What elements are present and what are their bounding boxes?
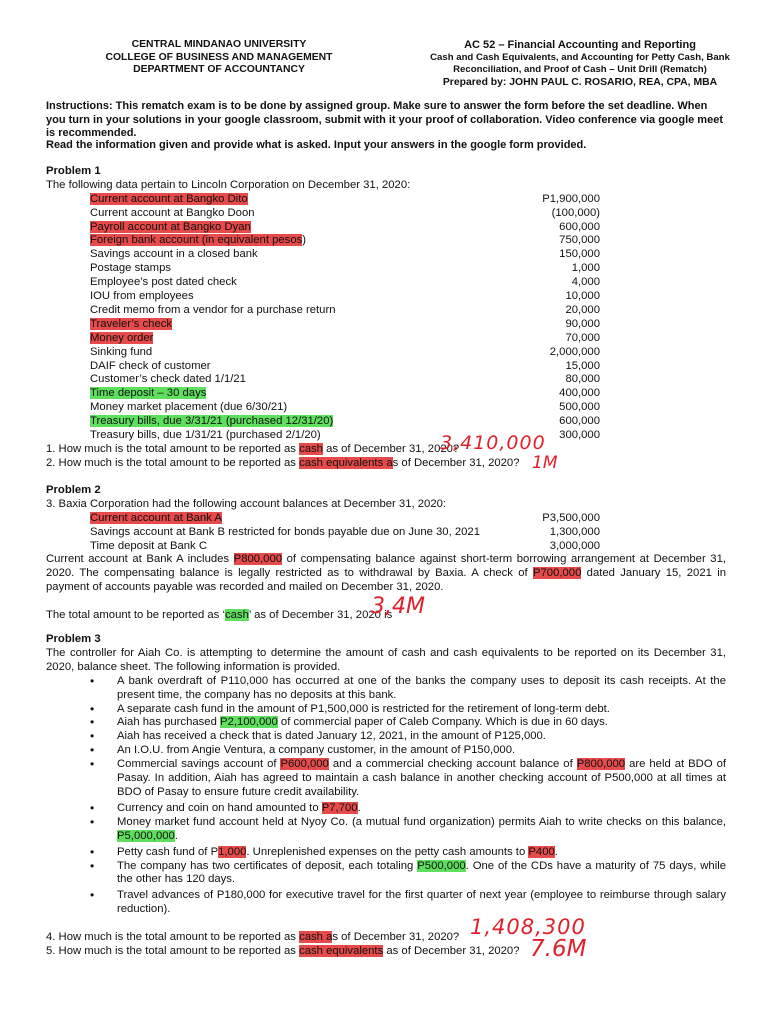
item-value: 1,000	[571, 262, 600, 275]
item-label: Postage stamps	[90, 262, 172, 275]
list-item	[90, 716, 726, 730]
item-value: 3,000,000	[549, 539, 600, 552]
question-text: 4. How much is the total amount to be reported as	[46, 931, 300, 944]
paragraph-highlight: P700,000	[532, 567, 582, 580]
item-value: 600,000	[559, 220, 600, 233]
problem-1-intro: The following data pertain to Lincoln Corporation on December 31, 2020:	[46, 178, 411, 191]
item-value: 90,000	[565, 317, 600, 330]
item-label: Employee’s post dated check	[90, 276, 237, 289]
list-item	[90, 744, 726, 758]
item-value: 750,000	[559, 234, 600, 247]
item-label: Traveler’s check	[90, 317, 173, 330]
list-item	[90, 860, 726, 888]
question-text: 1. How much is the total amount to be reported as	[46, 442, 300, 455]
list-item-text: Commercial savings account of	[117, 758, 281, 771]
list-item	[90, 846, 726, 860]
problem-2-paragraph	[46, 553, 726, 595]
paragraph-highlight: P800,000	[233, 553, 283, 566]
university-name: CENTRAL MINDANAO UNIVERSITY	[131, 39, 307, 50]
list-item-text: An I.O.U. from Angie Ventura, a company customer, in the amount of P150,000.	[117, 744, 516, 757]
handwritten-answer-2: 1M	[532, 452, 558, 473]
item-label: Credit memo from a vendor for a purchase return	[90, 303, 336, 316]
read-info: Read the information given and provide what is asked. Input your answers in the google form provided.	[46, 139, 587, 151]
problem-3	[46, 633, 727, 963]
item-value: 600,000	[559, 415, 600, 428]
item-value: 80,000	[565, 373, 600, 386]
list-item-highlight: P2,100,000	[220, 716, 278, 729]
item-value: (100,000)	[551, 206, 600, 219]
list-item-highlight: P600,000	[280, 758, 329, 771]
list-item-text: A separate cash fund in the amount of P1,500,000 is restricted for the retirement of long-term debt.	[117, 702, 610, 715]
question-text: 2. How much is the total amount to be reported as	[46, 456, 300, 469]
item-label: IOU from employees	[90, 290, 194, 303]
list-item	[90, 703, 726, 717]
item-row	[46, 262, 726, 276]
item-label: Payroll account at Bangko Dyan	[90, 220, 251, 233]
item-label: Customer’s check dated 1/1/21	[90, 373, 246, 386]
item-value: 10,000	[565, 290, 600, 303]
item-row	[46, 346, 726, 360]
item-row	[46, 540, 726, 554]
list-item-text: . Unreplenished expenses on the petty cash amounts to	[246, 845, 529, 858]
item-label: Time deposit at Bank C	[90, 539, 207, 552]
item-label: Current account at Bangko Dito	[90, 192, 248, 205]
question-text: s of December 31, 2020?	[332, 931, 460, 944]
item-row	[46, 276, 726, 290]
question-4	[46, 915, 726, 945]
list-item-text: . One of the CDs have a maturity of 75 days, while the other has 120 days.	[117, 859, 726, 886]
handwritten-answer-3: 3,4M	[371, 594, 425, 620]
list-item-highlight: P5,000,000	[117, 829, 175, 842]
handwritten-answer-1: 3,410,000	[440, 431, 546, 454]
item-value: 1,300,000	[549, 525, 600, 538]
college-name: COLLEGE OF BUSINESS AND MANAGEMENT	[105, 51, 333, 63]
question-text: as of December 31, 2020?	[322, 442, 460, 455]
item-label: Money market placement (due 6/30/21)	[90, 401, 288, 414]
problem-2-total	[46, 594, 726, 623]
item-row	[46, 304, 726, 318]
item-value: P3,500,000	[542, 511, 600, 524]
item-label: Time deposit – 30 days	[90, 387, 207, 400]
item-label-suffix: )	[302, 234, 307, 247]
item-row	[46, 290, 726, 304]
item-row	[46, 373, 726, 387]
item-row	[46, 429, 726, 443]
item-value: 70,000	[565, 331, 600, 344]
handwritten-answer-4: 1,408,300	[470, 915, 586, 940]
list-item-text: of commercial paper of Caleb Company. Which is due in 60 days.	[277, 716, 608, 729]
item-label: Sinking fund	[90, 345, 153, 358]
list-item-highlight: P800,000	[576, 758, 626, 771]
total-highlight: cash	[224, 609, 249, 622]
item-value: 500,000	[559, 401, 600, 414]
problem-1-title: Problem 1	[46, 165, 101, 177]
item-label: DAIF check of customer	[90, 359, 211, 372]
list-item	[90, 675, 726, 703]
list-item-highlight: P500,000	[417, 859, 466, 872]
problem-3-intro: The controller for Aiah Co. is attempting to determine the amount of cash and cash equivalents to be reported on its December 31, 2020, balance sheet. The following information is provided.	[46, 646, 726, 673]
item-value: P1,900,000	[542, 192, 600, 205]
list-item-highlight: 1,000	[218, 845, 247, 858]
total-text: ’ as of December 31, 2020 is	[248, 609, 393, 622]
item-label: Treasury bills, due 1/31/21 (purchased 2/1/20)	[90, 428, 321, 441]
item-value: 400,000	[559, 387, 600, 400]
problem-2	[46, 484, 726, 623]
problem-2-title: Problem 2	[46, 484, 101, 496]
paragraph-text: Current account at Bank A includes	[46, 553, 234, 566]
problem-3-title: Problem 3	[46, 633, 101, 645]
item-row	[46, 193, 726, 207]
total-text: The total amount to be reported as ‘	[46, 609, 225, 622]
question-highlight: cash	[299, 442, 323, 455]
item-value: 300,000	[559, 428, 600, 441]
item-label: Current account at Bank A	[90, 511, 222, 524]
item-value: 2,000,000	[549, 345, 600, 358]
item-row	[46, 248, 726, 262]
list-item-highlight: P400	[528, 845, 555, 858]
item-label: Treasury bills, due 3/31/21 (purchased 12/31/20)	[90, 415, 334, 428]
item-row	[46, 360, 726, 374]
item-value: 20,000	[565, 303, 600, 316]
question-highlight: cash equivalents	[299, 945, 384, 958]
item-row	[46, 387, 726, 401]
list-item	[90, 816, 726, 844]
item-label: Savings account in a closed bank	[90, 248, 258, 261]
paragraph-text: dated January 15, 2021 in payment of accounts payable was recorded and mailed on December 31, 2020.	[46, 567, 726, 594]
item-label: Current account at Bangko Doon	[90, 206, 255, 219]
item-row	[46, 221, 726, 235]
list-item-text: Currency and coin on hand amounted to	[117, 801, 322, 814]
item-label: Savings account at Bank B restricted for bonds payable due on June 30, 2021	[90, 525, 481, 538]
item-label: Money order	[90, 331, 154, 344]
question-text: as of December 31, 2020?	[383, 945, 520, 958]
list-item-text: and a commercial checking account balance of	[328, 758, 577, 771]
item-value: 15,000	[565, 359, 600, 372]
handwritten-answer-5: 7.6M	[530, 936, 587, 963]
item-row	[46, 415, 726, 429]
list-item-text: The company has two certificates of deposit, each totaling	[117, 859, 418, 872]
paragraph-text: of compensating balance against short-term borrowing arrangement at December 31, 2020. The compensating balance is legally restricted as to withdrawal by Baxia. A check of	[46, 553, 726, 580]
item-row	[46, 526, 726, 540]
list-item-text: .	[357, 801, 361, 814]
problem-1	[46, 165, 726, 471]
list-item	[90, 802, 726, 816]
item-label: Foreign bank account (in equivalent pesos	[90, 234, 303, 247]
item-row	[46, 318, 726, 332]
course-title: AC 52 – Financial Accounting and Reporting	[464, 39, 696, 51]
problem-3-list	[46, 675, 726, 917]
list-item	[90, 730, 726, 744]
item-row	[46, 234, 726, 248]
item-row	[46, 332, 726, 346]
course-header	[392, 39, 768, 89]
institution-header	[88, 39, 350, 77]
list-item-highlight: P7,700	[321, 801, 358, 814]
item-value: 150,000	[559, 248, 600, 261]
list-item-text: Aiah has purchased	[117, 716, 220, 729]
list-item-text: Money market fund account held at Nyoy Co. (a mutual fund organization) permits Aiah to write checks on this balance,	[117, 815, 726, 828]
item-value: 4,000	[571, 276, 600, 289]
problem-2-intro: 3. Baxia Corporation had the following account balances at December 31, 2020:	[46, 497, 447, 510]
prepared-by: Prepared by: JOHN PAUL C. ROSARIO, REA, CPA, MBA	[442, 76, 718, 88]
item-row	[46, 512, 726, 526]
list-item-text: are held at BDO of Pasay. In addition, Aiah has agreed to maintain a cash balance in another checking account of P500,000 at all times at BDO of Pasay to ensure future credit availability.	[117, 758, 727, 798]
question-2	[46, 452, 726, 473]
list-item-text: A bank overdraft of P110,000 has occurred at one of the banks the company uses to deposit its cash receipts. At the present time, the company has no deposits at this bank.	[117, 674, 726, 701]
question-highlight: cash equivalents a	[299, 456, 393, 469]
list-item-text: .	[174, 829, 178, 842]
course-topic-line-1: Cash and Cash Equivalents, and Accounting for Petty Cash, Bank	[430, 51, 730, 63]
course-topic-line-2: Reconciliation, and Proof of Cash – Unit Drill (Rematch)	[453, 64, 707, 76]
list-item-text: Travel advances of P180,000 for executive travel for the first quarter of next year (employee to reimburse through salary reduction).	[117, 889, 726, 916]
list-item-text: .	[554, 845, 558, 858]
instructions: Instructions: This rematch exam is to be done by assigned group. Make sure to answer the form before the set deadline. When you turn in your solutions in your google classroom, submit with it your proof of collaboration. Video conference via google meet is recommended.	[46, 100, 723, 140]
question-text: s of December 31, 2020?	[392, 456, 520, 469]
list-item	[90, 889, 726, 917]
list-item-text: Aiah has received a check that is dated January 12, 2021, in the amount of P125,000.	[117, 730, 546, 743]
department-name: DEPARTMENT OF ACCOUNTANCY	[133, 64, 305, 76]
item-row	[46, 401, 726, 415]
question-text: 5. How much is the total amount to be reported as	[46, 945, 300, 958]
list-item	[90, 758, 726, 800]
item-row	[46, 207, 726, 221]
question-highlight: cash a	[299, 931, 333, 944]
list-item-text: Petty cash fund of P	[117, 845, 219, 858]
